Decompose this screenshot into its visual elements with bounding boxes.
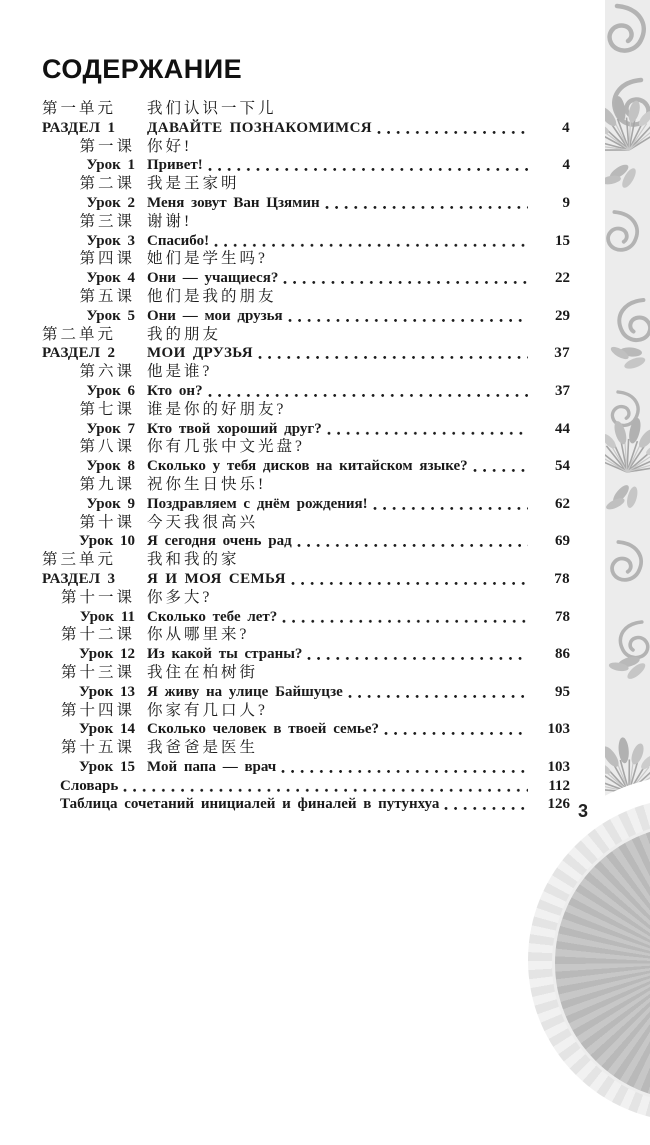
dot-leader [208,382,528,401]
toc-row [42,194,570,213]
toc-title: Сколько тебе лет? [147,608,278,625]
toc-label: Урок 7 [86,420,135,437]
toc-title: 我和我的家 [147,551,240,569]
toc-list [42,100,570,814]
toc-title: 今天我很高兴 [147,513,259,531]
toc-page-number: 126 [547,796,570,813]
toc-title: Я сегодня очень рад [147,533,292,550]
toc-row [42,664,570,683]
dot-leader [297,532,528,551]
toc-label: 第十课 [79,513,135,531]
toc-label: РАЗДЕЛ 2 [42,345,116,362]
toc-title: Я И МОЯ СЕМЬЯ [147,570,286,587]
toc-title: Привет! [147,157,203,174]
dot-leader [384,720,528,739]
toc-title: Спасибо! [147,232,210,249]
toc-title: 她们是学生吗? [147,250,268,268]
toc-label: Урок 1 [86,157,135,174]
toc-title: 我的朋友 [147,325,222,343]
dot-leader [444,795,528,814]
toc-row [42,570,570,589]
toc-label: 第一单元 [42,100,117,117]
dot-leader [258,344,528,363]
toc-row [42,326,570,345]
toc-row [42,288,570,307]
toc-page-number: 44 [555,420,570,437]
toc-page-number: 103 [547,721,570,738]
dot-leader [473,457,528,476]
toc-row [42,476,570,495]
toc-row [42,100,570,119]
toc-title: Меня зовут Ван Цзямин [147,194,320,211]
toc-label: Урок 15 [78,758,135,775]
toc-label: РАЗДЕЛ 1 [42,119,116,136]
toc-row [42,457,570,476]
dot-leader [123,777,528,796]
toc-title: ДАВАЙТЕ ПОЗНАКОМИМСЯ [147,119,373,136]
toc-row [42,702,570,721]
toc-label: 第二单元 [42,325,117,343]
toc-title: МОИ ДРУЗЬЯ [147,345,254,362]
toc-label: Урок 10 [78,533,135,550]
toc-label: 第七课 [79,400,135,418]
toc-label: Урок 3 [86,232,135,249]
toc-page-number: 37 [554,345,570,362]
toc-row [42,232,570,251]
toc-title: 我是王家明 [147,175,240,193]
toc-row [42,382,570,401]
toc-label: Урок 11 [79,608,135,625]
dot-leader [291,570,528,589]
toc-page-number: 62 [555,495,570,512]
toc-label: 第八课 [79,438,135,456]
toc-label: Урок 12 [78,646,135,663]
toc-page-number: 4 [562,157,570,174]
toc-title: 我们认识一下儿 [147,100,277,117]
toc-row [42,551,570,570]
toc-label: 第十四课 [60,701,135,719]
toc-row [42,626,570,645]
toc-page-number: 4 [562,119,570,136]
dot-leader [373,495,528,514]
toc-title: 你有几张中文光盘? [147,438,305,456]
toc-label: 第三单元 [42,551,117,569]
toc-title: Кто твой хороший друг? [147,420,322,437]
toc-row [42,438,570,457]
toc-title: Из какой ты страны? [147,646,303,663]
toc-label: 第一课 [79,137,135,155]
toc-title: Поздравляем с днём рождения! [147,495,368,512]
toc-page-number: 22 [555,270,570,287]
dot-leader [348,683,528,702]
toc-row [42,363,570,382]
toc-label: Урок 14 [78,721,135,738]
toc-label: Урок 8 [86,458,135,475]
toc-row [42,683,570,702]
toc-label: 第十三课 [60,663,135,681]
toc-page-number: 78 [554,570,570,587]
dot-leader [377,119,528,138]
toc-label: Урок 5 [86,307,135,324]
toc-row [42,213,570,232]
dot-leader [214,232,528,251]
toc-title: 你多大? [147,588,213,606]
dot-leader [307,645,528,664]
toc-label: Урок 9 [86,495,135,512]
toc-row [42,514,570,533]
toc-page-number: 15 [555,232,570,249]
toc-row [42,795,570,814]
corner-page-number: 3 [578,801,589,821]
toc-title: 谁是你的好朋友? [147,400,287,418]
toc-label: Урок 2 [86,194,135,211]
damask-pattern-strip [605,0,650,869]
toc-page-number: 95 [555,683,570,700]
toc-title: Кто он? [147,382,203,399]
toc-page-number: 78 [555,608,570,625]
toc-row [42,175,570,194]
toc-label: 第十五课 [60,739,135,757]
toc-page-number: 54 [555,458,570,475]
toc-label: РАЗДЕЛ 3 [42,570,116,587]
toc-row [42,532,570,551]
toc-title: 我爸爸是医生 [147,739,259,757]
toc-title: Сколько у тебя дисков на китайском языке? [147,458,468,475]
dot-leader [283,269,528,288]
toc-page-number: 69 [555,533,570,550]
toc-label: 第十二课 [60,626,135,644]
dot-leader [282,608,528,627]
dot-leader [281,758,528,777]
toc-title: Сколько человек в твоей семье? [147,721,380,738]
toc-title: Таблица сочетаний инициалей и финалей в путунхуа [60,796,440,813]
toc-title: 谢谢! [147,212,193,230]
toc-label: 第三课 [79,212,135,230]
toc-row [42,645,570,664]
toc-title: Словарь [60,777,119,794]
toc-title: 他们是我的朋友 [147,287,277,305]
toc-row [42,307,570,326]
toc-page-number: 103 [547,758,570,775]
toc-page-number: 9 [562,194,570,211]
toc-label: Урок 13 [78,683,135,700]
toc-title: 你从哪里来? [147,626,250,644]
toc-row [42,269,570,288]
toc-page-number: 112 [548,777,570,794]
toc-row [42,495,570,514]
toc-row [42,119,570,138]
toc-row [42,344,570,363]
toc-row [42,420,570,439]
toc-title: 他是谁? [147,363,213,381]
toc-label: 第二课 [79,175,135,193]
toc-title: 祝你生日快乐! [147,475,267,493]
toc-title: 你家有几口人? [147,701,268,719]
toc-title: 你好! [147,137,193,155]
toc-row [42,758,570,777]
toc-title: Я живу на улице Байшуцзе [147,683,343,700]
toc-page-number: 29 [555,307,570,324]
toc-row [42,589,570,608]
toc-label: 第九课 [79,475,135,493]
toc-row [42,138,570,157]
toc-title: Мой папа — врач [147,758,277,775]
toc-row [42,156,570,175]
toc-label: 第六课 [79,363,135,381]
toc-row [42,720,570,739]
toc-label: 第四课 [79,250,135,268]
toc-row [42,250,570,269]
toc-row [42,777,570,796]
dot-leader [325,194,528,213]
toc-title: Они — учащиеся? [147,270,279,287]
toc-page-number: 37 [555,382,570,399]
toc-title: Они — мои друзья [147,307,283,324]
toc-label: 第五课 [79,287,135,305]
dot-leader [288,307,528,326]
toc-label: 第十一课 [60,588,135,606]
toc-row [42,401,570,420]
toc-label: Урок 4 [86,270,135,287]
dot-leader [208,156,528,175]
toc-title: 我住在柏树街 [147,663,259,681]
toc-row [42,739,570,758]
toc-row [42,608,570,627]
contents-page [42,54,570,814]
toc-page-number: 86 [555,646,570,663]
page-title: СОДЕРЖАНИЕ [42,54,243,84]
toc-label: Урок 6 [86,382,135,399]
dot-leader [327,420,528,439]
